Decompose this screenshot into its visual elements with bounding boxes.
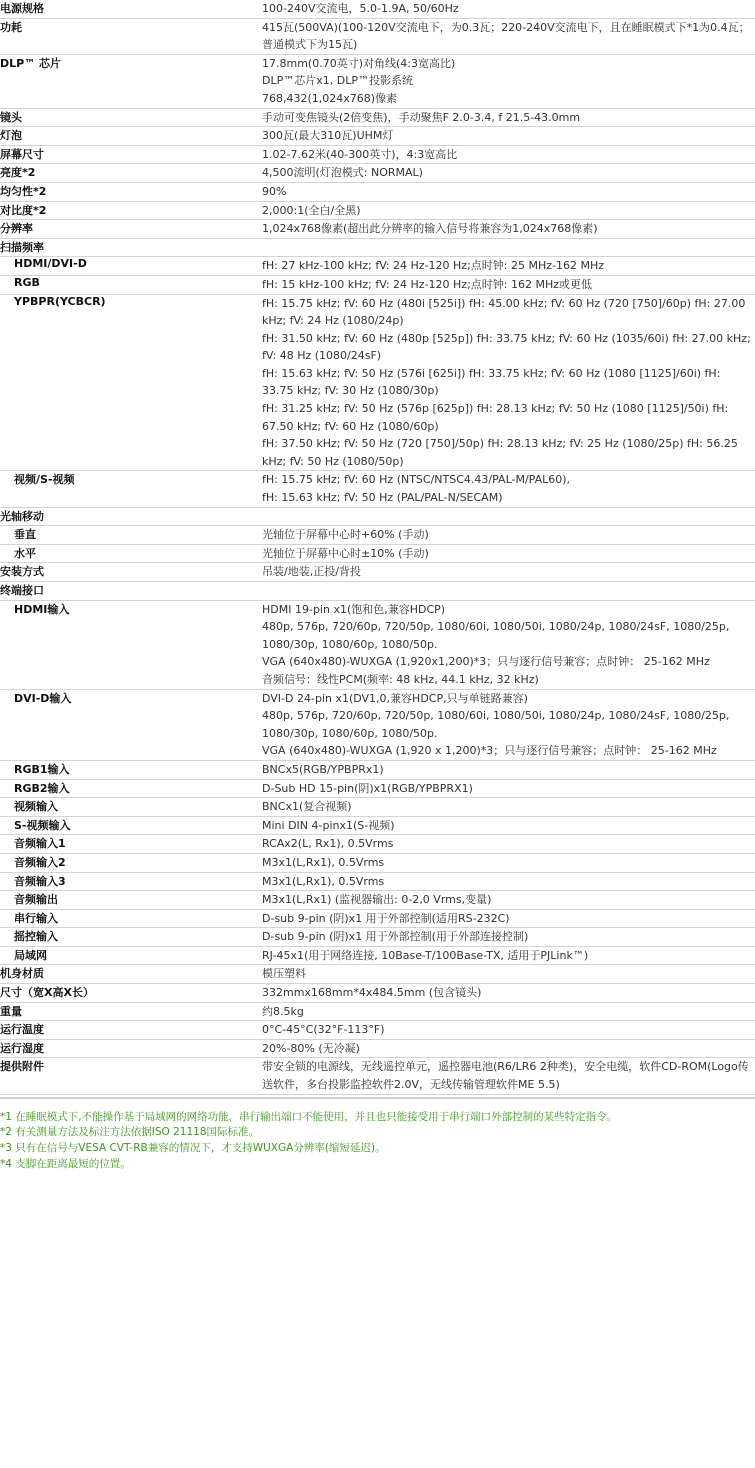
spec-row — [0, 507, 755, 526]
spec-label: 提供附件 — [0, 1058, 262, 1094]
spec-label: 摇控输入 — [0, 928, 262, 947]
spec-value-line: D-Sub HD 15-pin(阴)x1(RGB/YPBPRX1) — [262, 781, 473, 795]
spec-row — [0, 1021, 755, 1040]
spec-value-line: 光轴位于屏幕中心时±10% (手动) — [262, 546, 429, 560]
spec-label: 均匀性*2 — [0, 182, 262, 201]
spec-value-line: fH: 37.50 kHz; fV: 50 Hz (720 [750]/50p) fH: 28.13 kHz; fV: 25 Hz (1080/25p) fH: 56.25 kHz; fV: 50 Hz (1080/50p) — [262, 437, 738, 468]
spec-row — [0, 928, 755, 947]
spec-label: 安装方式 — [0, 563, 262, 582]
spec-label: 功耗 — [0, 18, 262, 54]
spec-value-line: M3x1(L,Rx1), 0.5Vrms — [262, 874, 385, 888]
spec-value — [262, 946, 755, 965]
spec-value-line: BNCx1(复合视频) — [262, 800, 352, 814]
spec-value-line: M3x1(L,Rx1) (监视器输出: 0-2,0 Vrms,变量) — [262, 893, 492, 907]
spec-value — [262, 891, 755, 910]
spec-row — [0, 909, 755, 928]
spec-row — [0, 563, 755, 582]
spec-label: 运行湿度 — [0, 1039, 262, 1058]
spec-label: 音频输入3 — [0, 872, 262, 891]
spec-label: 镜头 — [0, 108, 262, 127]
spec-value-line: 手动可变焦镜头(2倍变焦)，手动聚焦F 2.0-3.4, f 21.5-43.0mm — [262, 110, 581, 124]
spec-value-line: fH: 27 kHz-100 kHz; fV: 24 Hz-120 Hz;点时钟: 25 MHz-162 MHz — [262, 259, 605, 273]
spec-label: RGB — [0, 275, 262, 294]
spec-value — [262, 779, 755, 798]
spec-value — [262, 257, 755, 276]
spec-value-line: fH: 15.63 kHz; fV: 50 Hz (PAL/PAL-N/SECAM) — [262, 491, 503, 505]
spec-value — [262, 275, 755, 294]
spec-value-line: 480p, 576p, 720/60p, 720/50p, 1080/60i, 1080/50i, 1080/24p, 1080/24sF, 1080/25p, 1080/30p, 1080/60p, 1080/50p. — [262, 709, 730, 740]
spec-value-line: fH: 31.25 kHz; fV: 50 Hz (576p [625p]) fH: 28.13 kHz; fV: 50 Hz (1080 [1125]/50i) fH: 67.50 kHz; fV: 60 Hz (1080/60p) — [262, 402, 729, 433]
spec-label: 尺寸（宽X高X长） — [0, 984, 262, 1003]
spec-row — [0, 544, 755, 563]
spec-row — [0, 18, 755, 54]
spec-row — [0, 689, 755, 760]
spec-value — [262, 1002, 755, 1021]
footnote: *1 在睡眠模式下,不能操作基于局域网的网络功能，串行输出端口不能使用，并且也只能接受用于串行端口外部控制的某些特定指令。 — [0, 1110, 618, 1123]
spec-value — [262, 220, 755, 239]
spec-label: 运行温度 — [0, 1021, 262, 1040]
spec-row — [0, 582, 755, 601]
spec-label: 音频输入2 — [0, 853, 262, 872]
spec-value-line: RJ-45x1(用于网络连接, 10Base-T/100Base-TX, 适用于PJLink™) — [262, 948, 589, 962]
spec-value-line: 768,432(1,024x768)像素 — [262, 91, 398, 105]
spec-row — [0, 760, 755, 779]
spec-label: 灯泡 — [0, 127, 262, 146]
spec-label: YPBPR(YCBCR) — [0, 294, 262, 471]
spec-label: 机身材质 — [0, 965, 262, 984]
spec-label: 扫描频率 — [0, 238, 262, 257]
spec-value-line: 音频信号：线性PCM(频率: 48 kHz, 44.1 kHz, 32 kHz) — [262, 672, 539, 686]
spec-value-line: DLP™芯片x1, DLP™投影系统 — [262, 74, 413, 88]
spec-label: 终端接口 — [0, 582, 262, 601]
spec-label: 重量 — [0, 1002, 262, 1021]
spec-value — [262, 201, 755, 220]
spec-row — [0, 1002, 755, 1021]
spec-label: RGB2输入 — [0, 779, 262, 798]
spec-label: 局域网 — [0, 946, 262, 965]
spec-value-line: HDMI 19-pin x1(饱和色,兼容HDCP) — [262, 602, 446, 616]
spec-value — [262, 600, 755, 689]
spec-row — [0, 108, 755, 127]
spec-value — [262, 909, 755, 928]
spec-value-line: D-sub 9-pin (阴)x1 用于外部控制(适用RS-232C) — [262, 911, 510, 925]
spec-value-line: 332mmx168mm*4x484.5mm (包含镜头) — [262, 986, 482, 1000]
spec-value-line: 480p, 576p, 720/60p, 720/50p, 1080/60i, 1080/50i, 1080/24p, 1080/24sF, 1080/25p, 1080/30p, 1080/60p, 1080/50p. — [262, 620, 730, 651]
spec-row — [0, 0, 755, 18]
spec-value — [262, 238, 755, 257]
spec-row — [0, 853, 755, 872]
spec-label: 分辨率 — [0, 220, 262, 239]
spec-value-line: 4,500流明(灯泡模式: NORMAL) — [262, 166, 423, 180]
spec-value-line: fH: 15 kHz-100 kHz; fV: 24 Hz-120 Hz;点时钟: 162 MHz或更低 — [262, 277, 593, 291]
spec-label: RGB1输入 — [0, 760, 262, 779]
spec-label: 屏幕尺寸 — [0, 145, 262, 164]
spec-label: 光轴移动 — [0, 507, 262, 526]
spec-row — [0, 984, 755, 1003]
spec-label: 亮度*2 — [0, 164, 262, 183]
spec-value — [262, 689, 755, 760]
spec-row — [0, 872, 755, 891]
spec-value — [262, 127, 755, 146]
spec-row — [0, 946, 755, 965]
spec-label: 视频/S-视频 — [0, 471, 262, 507]
spec-row — [0, 471, 755, 507]
spec-value — [262, 1058, 755, 1094]
spec-value-line: 吊装/地装,正投/背投 — [262, 565, 361, 579]
spec-row — [0, 1039, 755, 1058]
spec-value — [262, 108, 755, 127]
spec-value-line: 1,024x768像素(超出此分辨率的输入信号将兼容为1,024x768像素) — [262, 222, 598, 236]
spec-label: S-视频输入 — [0, 816, 262, 835]
spec-value-line: 90% — [262, 184, 287, 198]
spec-row — [0, 600, 755, 689]
spec-value — [262, 872, 755, 891]
spec-row — [0, 127, 755, 146]
spec-row — [0, 164, 755, 183]
spec-label: HDMI/DVI-D — [0, 257, 262, 276]
spec-value — [262, 145, 755, 164]
spec-label: 音频输出 — [0, 891, 262, 910]
spec-value — [262, 526, 755, 545]
spec-value-line: fH: 15.75 kHz; fV: 60 Hz (480i [525i]) fH: 45.00 kHz; fV: 60 Hz (720 [750]/60p) fH: 27.00 kHz; fV: 24 Hz (1080/24p) — [262, 296, 746, 328]
footnote: *4 支脚在距离最短的位置。 — [0, 1157, 131, 1170]
spec-value — [262, 471, 755, 507]
spec-label: 水平 — [0, 544, 262, 563]
spec-value — [262, 0, 755, 18]
spec-row — [0, 779, 755, 798]
spec-value-line: 约8.5kg — [262, 1004, 304, 1018]
spec-label: HDMI输入 — [0, 600, 262, 689]
spec-row — [0, 1058, 755, 1094]
spec-label: 音频输入1 — [0, 835, 262, 854]
spec-value — [262, 563, 755, 582]
spec-row — [0, 182, 755, 201]
spec-value — [262, 544, 755, 563]
spec-value-line: DVI-D 24-pin x1(DV1,0,兼容HDCP,只与单链路兼容) — [262, 691, 528, 705]
spec-value-line: RCAx2(L, Rx1), 0.5Vrms — [262, 837, 394, 851]
spec-row — [0, 54, 755, 108]
spec-label: 垂直 — [0, 526, 262, 545]
spec-value-line: 100-240V交流电，5.0-1.9A, 50/60Hz — [262, 2, 459, 15]
spec-value — [262, 54, 755, 108]
spec-value-line: BNCx5(RGB/YPBPRx1) — [262, 762, 384, 776]
spec-value-line: VGA (640x480)-WUXGA (1,920x1,200)*3；只与逐行信号兼容；点时钟： 25-162 MHz — [262, 655, 710, 669]
spec-value — [262, 294, 755, 471]
footnotes — [0, 1097, 755, 1173]
spec-value-line: Mini DIN 4-pinx1(S-视频) — [262, 818, 395, 832]
spec-label: 电源规格 — [0, 0, 262, 18]
spec-row — [0, 891, 755, 910]
spec-value-line: 光轴位于屏幕中心时+60% (手动) — [262, 528, 429, 542]
spec-label: 对比度*2 — [0, 201, 262, 220]
spec-value — [262, 984, 755, 1003]
spec-label: DVI-D输入 — [0, 689, 262, 760]
spec-row — [0, 835, 755, 854]
spec-value — [262, 18, 755, 54]
spec-value-line: D-sub 9-pin (阴)x1 用于外部控制(用于外部连接控制) — [262, 930, 529, 944]
spec-value — [262, 798, 755, 817]
spec-value — [262, 1021, 755, 1040]
spec-label: DLP™ 芯片 — [0, 54, 262, 108]
spec-row — [0, 816, 755, 835]
spec-value-line: 2,000:1(全白/全黑) — [262, 203, 361, 217]
spec-value-line: fH: 15.75 kHz; fV: 60 Hz (NTSC/NTSC4.43/PAL-M/PAL60), — [262, 473, 571, 487]
spec-value — [262, 928, 755, 947]
spec-row — [0, 275, 755, 294]
spec-value-line: 415瓦(500VA)(100-120V交流电下，为0.3瓦；220-240V交流电下，且在睡眠模式下*1为0.4瓦；普通模式下为15瓦) — [262, 20, 750, 52]
spec-row — [0, 238, 755, 257]
spec-value — [262, 164, 755, 183]
spec-row — [0, 201, 755, 220]
spec-value-line: 17.8mm(0.70英寸)对角线(4:3宽高比) — [262, 56, 456, 70]
spec-row — [0, 257, 755, 276]
spec-value — [262, 760, 755, 779]
spec-value-line: fH: 31.50 kHz; fV: 60 Hz (480p [525p]) fH: 33.75 kHz; fV: 60 Hz (1035/60i) fH: 27.00 kHz; fV: 48 Hz (1080/24sF) — [262, 331, 751, 363]
spec-value — [262, 965, 755, 984]
spec-value-line: 300瓦(最大310瓦)UHM灯 — [262, 129, 394, 143]
spec-value-line: fH: 15.63 kHz; fV: 50 Hz (576i [625i]) fH: 33.75 kHz; fV: 60 Hz (1080 [1125]/60i) fH: 33.75 kHz; fV: 30 Hz (1080/30p) — [262, 366, 721, 398]
spec-value-line: 20%-80% (无冷凝) — [262, 1041, 360, 1055]
spec-row — [0, 526, 755, 545]
footnote: *3 只有在信号与VESA CVT-RB兼容的情况下，才支持WUXGA分辨率(缩短延迟)。 — [0, 1142, 386, 1155]
spec-value-line: VGA (640x480)-WUXGA (1,920 x 1,200)*3；只与逐行信号兼容；点时钟： 25-162 MHz — [262, 744, 717, 758]
spec-value-line: M3x1(L,Rx1), 0.5Vrms — [262, 855, 385, 869]
spec-value — [262, 835, 755, 854]
spec-value-line: 1.02-7.62米(40-300英寸)，4:3宽高比 — [262, 147, 458, 161]
spec-value-line: 模压塑料 — [262, 967, 306, 981]
spec-row — [0, 798, 755, 817]
spec-value — [262, 582, 755, 601]
spec-value-line: 带安全锁的电源线，无线遥控单元，遥控器电池(R6/LR6 2种类)，安全电缆，软件CD-ROM(Logo传送软件，多台投影监控软件2.0V，无线传输管理软件ME 5.5) — [262, 1060, 749, 1092]
spec-row — [0, 145, 755, 164]
footnote: *2 有关测量方法及标注方法依据ISO 21118国际标准。 — [0, 1126, 260, 1139]
spec-value — [262, 1039, 755, 1058]
spec-value-line: 0°C-45°C(32°F-113°F) — [262, 1023, 385, 1037]
spec-value — [262, 853, 755, 872]
spec-value — [262, 182, 755, 201]
spec-row — [0, 294, 755, 471]
spec-row — [0, 965, 755, 984]
spec-label: 串行输入 — [0, 909, 262, 928]
spec-label: 视频输入 — [0, 798, 262, 817]
spec-row — [0, 220, 755, 239]
spec-value — [262, 816, 755, 835]
spec-value — [262, 507, 755, 526]
